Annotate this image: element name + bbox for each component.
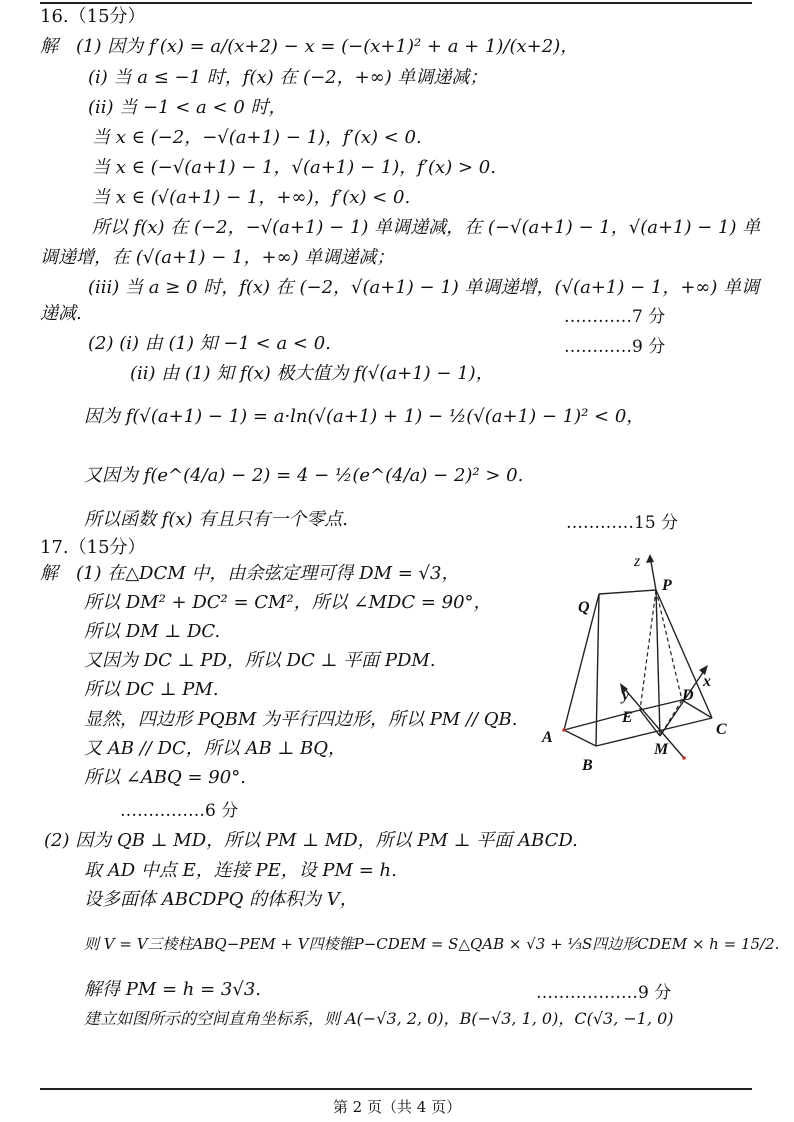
q17-line-5: 所以 DC ⊥ PM. [84,679,219,700]
q17-line-1: 解 (1) 在△DCM 中，由余弦定理可得 DM = √3， [40,563,460,584]
top-rule [40,2,752,4]
label-z: z [634,553,641,570]
label-D: D [682,687,694,704]
q17-line-2: 所以 DM² + DC² = CM²，所以 ∠MDC = 90°， [84,592,492,613]
q16-line-7: 所以 f(x) 在 (−2，−√(a+1) − 1) 单调递减，在 (−√(a+1) − 1，√(a+1) − 1) 单 [92,217,761,238]
q17-line-3: 所以 DM ⊥ DC. [84,621,221,642]
edge-PD [656,590,682,700]
q16-line-12: (ii) 由 (1) 知 f(x) 极大值为 f(√(a+1) − 1)， [130,363,494,384]
edge-DM [660,700,682,736]
q17-score-6: ……………6 分 [120,801,239,821]
q16-line-15: 所以函数 f(x) 有且只有一个零点. [84,509,349,530]
q16-score-15: …………15 分 [566,513,679,533]
geometry-figure [536,550,746,780]
q17-line-6: 显然，四边形 PQBM 为平行四边形，所以 PM // QB. [84,709,518,730]
point-M-mark [682,756,686,760]
q16-line-14: 又因为 f(e^(4/a) − 2) = 4 − ½(e^(4/a) − 2)² > 0. [84,465,524,486]
q17-line-8: 所以 ∠ABQ = 90°. [84,767,246,788]
q17-line-7: 又 AB // DC，所以 AB ⊥ BQ， [84,738,347,759]
q16-line-5: 当 x ∈ (−√(a+1) − 1，√(a+1) − 1)，f′(x) > 0. [92,157,496,178]
label-M: M [654,741,669,758]
q16-line-8: 调递增，在 (√(a+1) − 1，+∞) 单调递减； [40,247,395,268]
q17-part2-line-4: 则 V = V三棱柱ABQ−PEM + V四棱锥P−CDEM = S△QAB × √3 + ⅓S四边形CDEM × h = 15/2. [84,935,780,953]
label-E: E [622,709,633,726]
q17-part2-line-5: 解得 PM = h = 3√3. [84,979,262,1000]
edge-PE [640,590,656,710]
q17-header: 17.（15分） [40,537,146,558]
q16-line-13: 因为 f(√(a+1) − 1) = a·ln(√(a+1) + 1) − ½(√(a+1) − 1)² < 0， [84,406,645,427]
label-Q: Q [578,599,590,616]
edge-AB [564,730,596,746]
label-A: A [542,729,553,746]
q17-score-9: ………………9 分 [536,983,672,1003]
q16-line-10: 递减. [40,303,82,324]
q17-part2-line-1: (2) 因为 QB ⊥ MD，所以 PM ⊥ MD，所以 PM ⊥ 平面 ABCD. [44,830,578,851]
q16-line-3: (ii) 当 −1 < a < 0 时， [88,97,287,118]
edge-QB [596,594,599,746]
edge-ED [640,700,682,710]
q17-part2-line-3: 设多面体 ABCDPQ 的体积为 V， [84,889,358,910]
edge-PM [656,590,660,736]
q16-line-2: (i) 当 a ≤ −1 时，f(x) 在 (−2，+∞) 单调递减； [88,67,488,88]
label-B: B [582,757,593,774]
page-footer: 第 2 页（共 4 页） [332,1098,462,1116]
label-P: P [662,577,672,594]
bottom-rule [40,1088,752,1090]
q16-line-11: (2) (i) 由 (1) 知 −1 < a < 0. [88,333,331,354]
q16-line-4: 当 x ∈ (−2，−√(a+1) − 1)，f′(x) < 0. [92,127,422,148]
point-A-mark [562,728,566,732]
q16-header: 16.（15分） [40,6,146,27]
label-y: y [622,687,630,704]
q16-line-9: (iii) 当 a ≥ 0 时，f(x) 在 (−2，√(a+1) − 1) 单调递增，(√(a+1) − 1，+∞) 单调 [88,277,760,298]
q17-part2-line-6: 建立如图所示的空间直角坐标系，则 A(−√3, 2, 0)，B(−√3, 1, 0)，C(√3, −1, 0) [84,1009,674,1028]
q16-line-6: 当 x ∈ (√(a+1) − 1，+∞)，f′(x) < 0. [92,187,411,208]
label-C: C [716,721,727,738]
q16-score-7: …………7 分 [564,307,666,327]
z-arrow [646,554,654,563]
q17-line-4: 又因为 DC ⊥ PD，所以 DC ⊥ 平面 PDM. [84,650,436,671]
q16-score-9: …………9 分 [564,337,666,357]
q17-part2-line-2: 取 AD 中点 E，连接 PE，设 PM = h. [84,860,397,881]
q16-line-1: 解 (1) 因为 f′(x) = a/(x+2) − x = (−(x+1)² + a + 1)/(x+2)， [40,36,579,57]
edge-EM [640,710,660,736]
edge-QP [599,590,656,594]
label-x: x [703,673,711,690]
